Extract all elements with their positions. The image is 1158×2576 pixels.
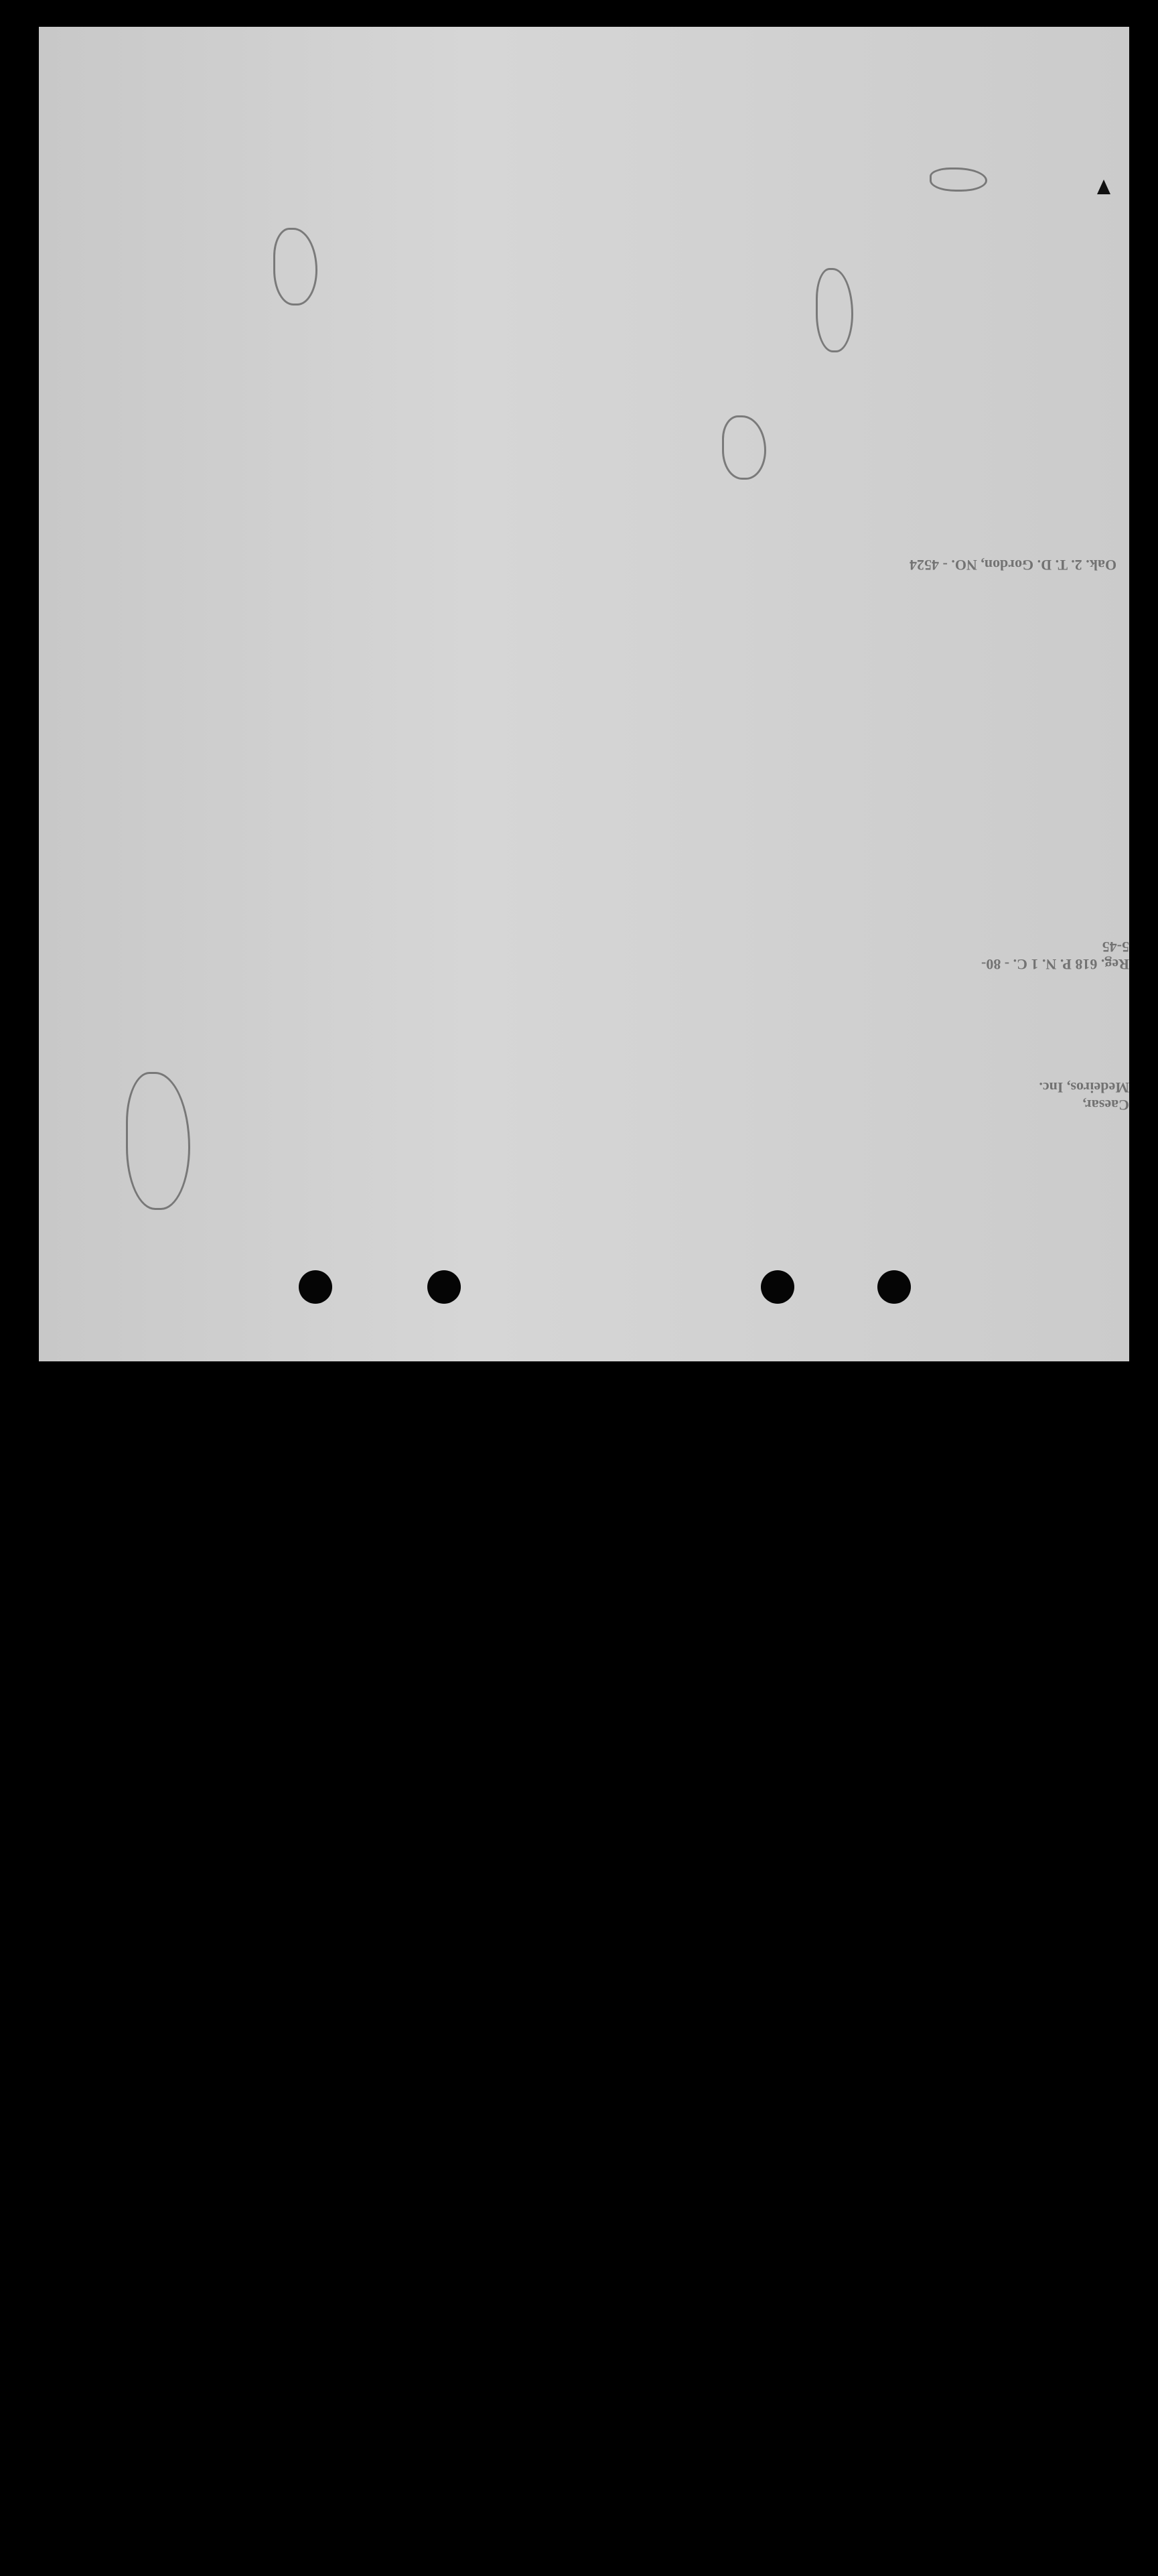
corner-mark-icon [1097, 180, 1110, 194]
handwriting-mark [126, 1072, 190, 1210]
document-sheet [39, 27, 1129, 1361]
handwriting-mark [273, 228, 317, 306]
punch-hole-icon [761, 1270, 794, 1304]
handwriting-mark [930, 167, 987, 192]
handwriting-mark [722, 415, 766, 480]
handwriting-mark [816, 268, 853, 352]
instructions-block [0, 1370, 216, 2576]
punch-hole-icon [877, 1270, 911, 1304]
overlay-stamp-top: Caesar, Medeiros, Inc. [1039, 1079, 1129, 1113]
overlay-stamp-dest: Oak. 2. T. D. Gordon, NO. - 4524 [910, 557, 1117, 573]
punch-hole-icon [299, 1270, 332, 1304]
punch-hole-icon [427, 1270, 461, 1304]
overlay-stamp-mid: Reg. 618 P. N. 1 C. - 80-5-45 [981, 939, 1129, 973]
